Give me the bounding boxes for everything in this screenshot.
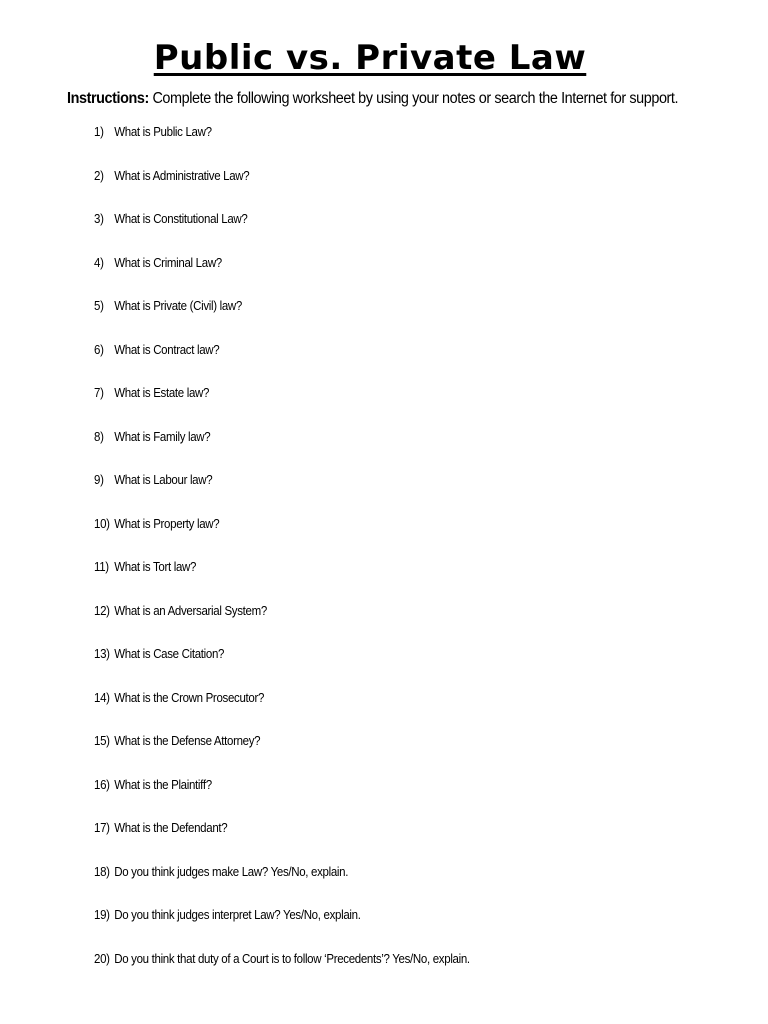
question-number: 5) (94, 299, 104, 313)
question-number: 15) (94, 734, 110, 748)
question-text: What is Family law? (114, 429, 211, 444)
question-text: What is Administrative Law? (114, 168, 250, 183)
question-text: What is Estate law? (114, 386, 210, 400)
question-item (94, 123, 470, 167)
question-number: 13) (94, 647, 110, 661)
question-number: 16) (94, 777, 110, 792)
question-text: Do you think that duty of a Court is to follow ‘Precedents’? Yes/No, explain. (114, 951, 470, 966)
question-text: Do you think judges interpret Law? Yes/No, explain. (114, 908, 361, 922)
question-number: 19) (94, 908, 110, 922)
question-item (94, 254, 470, 298)
question-item (94, 297, 470, 341)
instructions-text: Complete the following worksheet by using your notes or search the Internet for support. (148, 90, 679, 107)
question-number: 17) (94, 821, 110, 835)
question-item (94, 210, 470, 254)
question-item (94, 950, 470, 994)
question-text: What is an Adversarial System? (114, 603, 267, 618)
question-item (94, 515, 470, 559)
question-item (94, 341, 470, 385)
question-item (94, 428, 470, 472)
question-item (94, 863, 470, 907)
question-text: What is Constitutional Law? (114, 212, 248, 226)
question-item (94, 602, 470, 646)
question-item (94, 819, 470, 863)
question-item (94, 689, 470, 733)
question-number: 11) (94, 560, 109, 574)
question-text: What is Labour law? (114, 473, 213, 487)
instructions (67, 90, 678, 108)
question-number: 1) (94, 125, 104, 139)
question-item (94, 906, 470, 950)
question-number: 3) (94, 212, 104, 226)
question-number: 20) (94, 951, 110, 966)
question-text: Do you think judges make Law? Yes/No, explain. (114, 864, 349, 879)
question-number: 6) (94, 342, 104, 357)
instructions-label: Instructions: (67, 90, 149, 107)
question-text: What is the Defendant? (114, 821, 228, 835)
question-text: What is Case Citation? (114, 647, 225, 661)
page-title: Public vs. Private Law (153, 38, 587, 78)
question-text: What is Private (Civil) law? (114, 299, 242, 313)
question-number: 12) (94, 603, 110, 618)
question-text: What is Contract law? (114, 342, 220, 357)
question-number: 10) (94, 516, 110, 531)
question-item (94, 167, 470, 211)
question-text: What is the Crown Prosecutor? (114, 690, 265, 705)
question-number: 18) (94, 864, 110, 879)
question-item (94, 732, 470, 776)
question-text: What is the Defense Attorney? (114, 734, 261, 748)
question-text: What is Criminal Law? (114, 255, 222, 270)
question-text: What is Public Law? (114, 125, 212, 139)
question-number: 8) (94, 429, 104, 444)
question-list (94, 123, 502, 993)
question-number: 14) (94, 690, 110, 705)
question-number: 4) (94, 255, 104, 270)
question-item (94, 471, 470, 515)
question-item (94, 645, 470, 689)
question-text: What is Tort law? (114, 560, 197, 574)
question-text: What is the Plaintiff? (114, 777, 212, 792)
question-number: 2) (94, 168, 104, 183)
question-text: What is Property law? (114, 516, 220, 531)
question-item (94, 384, 470, 428)
question-item (94, 558, 470, 602)
question-item (94, 776, 470, 820)
question-number: 9) (94, 473, 104, 487)
question-number: 7) (94, 386, 104, 400)
